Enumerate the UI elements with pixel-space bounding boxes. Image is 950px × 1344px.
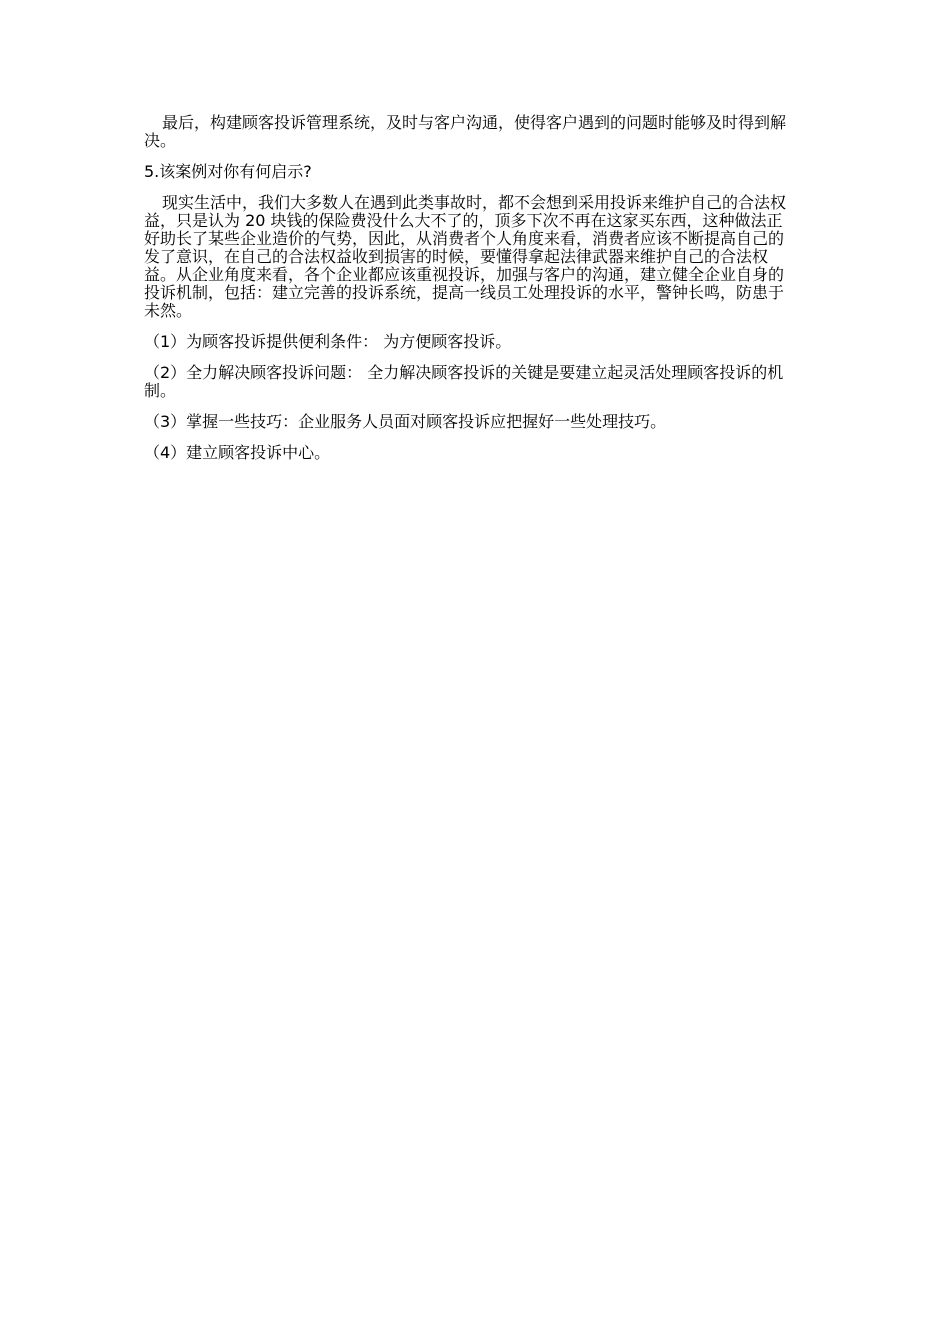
document-body [144, 114, 796, 475]
paragraph-answer: 现实生活中，我们大多数人在遇到此类事故时，都不会想到采用投诉来维护自己的合法权益，只是认为 20 块钱的保险费没什么大不了的，顶多下次不再在这家买东西，这种做法正好助长了某些企业造价的气势，因此，从消费者个人角度来看，消费者应该不断提高自己的发了意识，在自己的合法权益收到损害的时候，要懂得拿起法律武器来维护自己的合法权益。从企业角度来看，各个企业都应该重视投诉，加强与客户的沟通，建立健全企业自身的投诉机制，包括：建立完善的投诉系统，提高一线员工处理投诉的水平，警钟长鸣，防患于未然。 [144, 193, 787, 320]
list-item-1: （1）为顾客投诉提供便利条件： 为方便顾客投诉。 [144, 332, 512, 351]
list-item-3: （3）掌握一些技巧：企业服务人员面对顾客投诉应把握好一些处理技巧。 [144, 412, 667, 431]
list-item-4: （4）建立顾客投诉中心。 [144, 443, 331, 462]
paragraph-conclusion: 最后，构建顾客投诉管理系统，及时与客户沟通，使得客户遇到的问题时能够及时得到解决。 [144, 113, 787, 150]
list-item-2: （2）全力解决顾客投诉问题： 全力解决顾客投诉的关键是要建立起灵活处理顾客投诉的机制。 [144, 363, 784, 400]
question-heading: 5.该案例对你有何启示? [144, 162, 312, 181]
